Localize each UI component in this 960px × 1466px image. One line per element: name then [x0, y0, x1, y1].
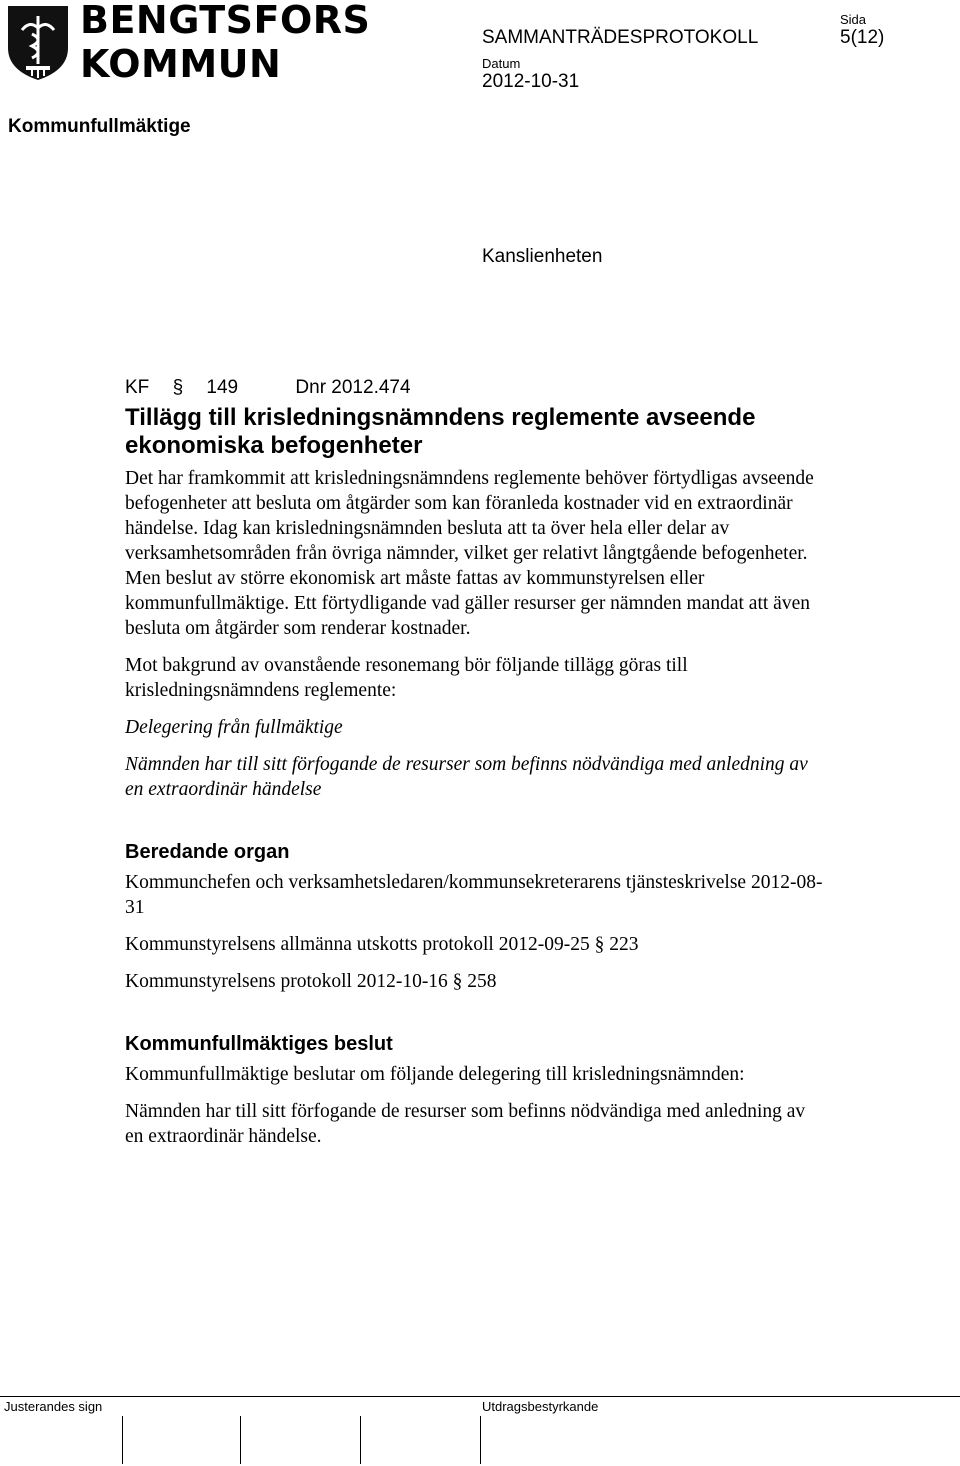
department: Kanslienheten [482, 246, 603, 267]
body-paragraph-2: Mot bakgrund av ovanstående resonemang bör följande tillägg göras till krisledningsnämndens reglemente: [125, 655, 688, 701]
page-label: Sida [840, 12, 867, 27]
utdragsbestyrkande-label: Utdragsbestyrkande [482, 1399, 599, 1414]
beredande-item-2: Kommunstyrelsens allmänna utskotts protokoll 2012-09-25 § 223 [125, 934, 639, 955]
brand-name [80, 0, 370, 86]
governing-body: Kommunfullmäktige [8, 116, 191, 137]
delegation-text: Nämnden har till sitt förfogande de resurser som befinns nödvändiga med anledning av en extraordinär händelse [125, 754, 808, 800]
body-paragraph-1: Det har framkommit att krisledningsnämndens reglemente behöver förtydligas avseende befogenheter att besluta om åtgärder som kan föranleda kostnader vid en extraordinär händelse. Idag kan krisledningsnämnden besluta att ta över hela eller delar av verksamhetsområden från övriga nämnder, vilket ger relativt långtgående befogenheter. Men beslut av större ekonomisk art måste fattas av kommunstyrelsen eller kommunfullmäktige. Ett förtydligande vad gäller resurser ger nämnden mandat att även besluta om åtgärder som renderar kostnader. [125, 468, 814, 639]
beredande-heading: Beredande organ [125, 841, 290, 863]
date-value: 2012-10-31 [482, 71, 580, 92]
signature-box-divider [240, 1416, 241, 1464]
signature-box-divider [122, 1416, 123, 1464]
delegation-heading: Delegering från fullmäktige [125, 717, 343, 738]
main-content [125, 376, 825, 1161]
beslut-heading: Kommunfullmäktiges beslut [125, 1033, 393, 1055]
municipal-coat-of-arms-logo [6, 4, 70, 82]
beslut-paragraph-2: Nämnden har till sitt förfogande de resurser som befinns nödvändiga med anledning av en extraordinär händelse. [125, 1101, 806, 1147]
signature-box-divider [360, 1416, 361, 1464]
kf-number: 149 [206, 377, 239, 398]
beslut-paragraph-1: Kommunfullmäktige beslutar om följande delegering till krisledningsnämnden: [125, 1064, 745, 1085]
date-label: Datum [482, 56, 521, 71]
beredande-item-3: Kommunstyrelsens protokoll 2012-10-16 § 258 [125, 971, 497, 992]
justerandes-sign-label: Justerandes sign [4, 1399, 103, 1414]
brand-line-1: BENGTSFORS [80, 0, 371, 42]
page-number: 5(12) [840, 27, 885, 48]
brand-line-2: KOMMUN [80, 42, 282, 86]
kf-label: KF [125, 377, 150, 398]
diary-number: Dnr 2012.474 [295, 377, 411, 398]
document-type: SAMMANTRÄDESPROTOKOLL [482, 27, 759, 48]
case-reference [125, 376, 825, 400]
section-sign: § [172, 377, 184, 398]
signature-box-divider [480, 1416, 481, 1464]
footer-divider [0, 1396, 960, 1397]
case-title: Tillägg till krisledningsnämndens reglemente avseende ekonomiska befogenheter [125, 404, 756, 459]
beredande-item-1: Kommunchefen och verksamhetsledaren/kommunsekreterarens tjänsteskrivelse 2012-08-31 [125, 872, 823, 918]
